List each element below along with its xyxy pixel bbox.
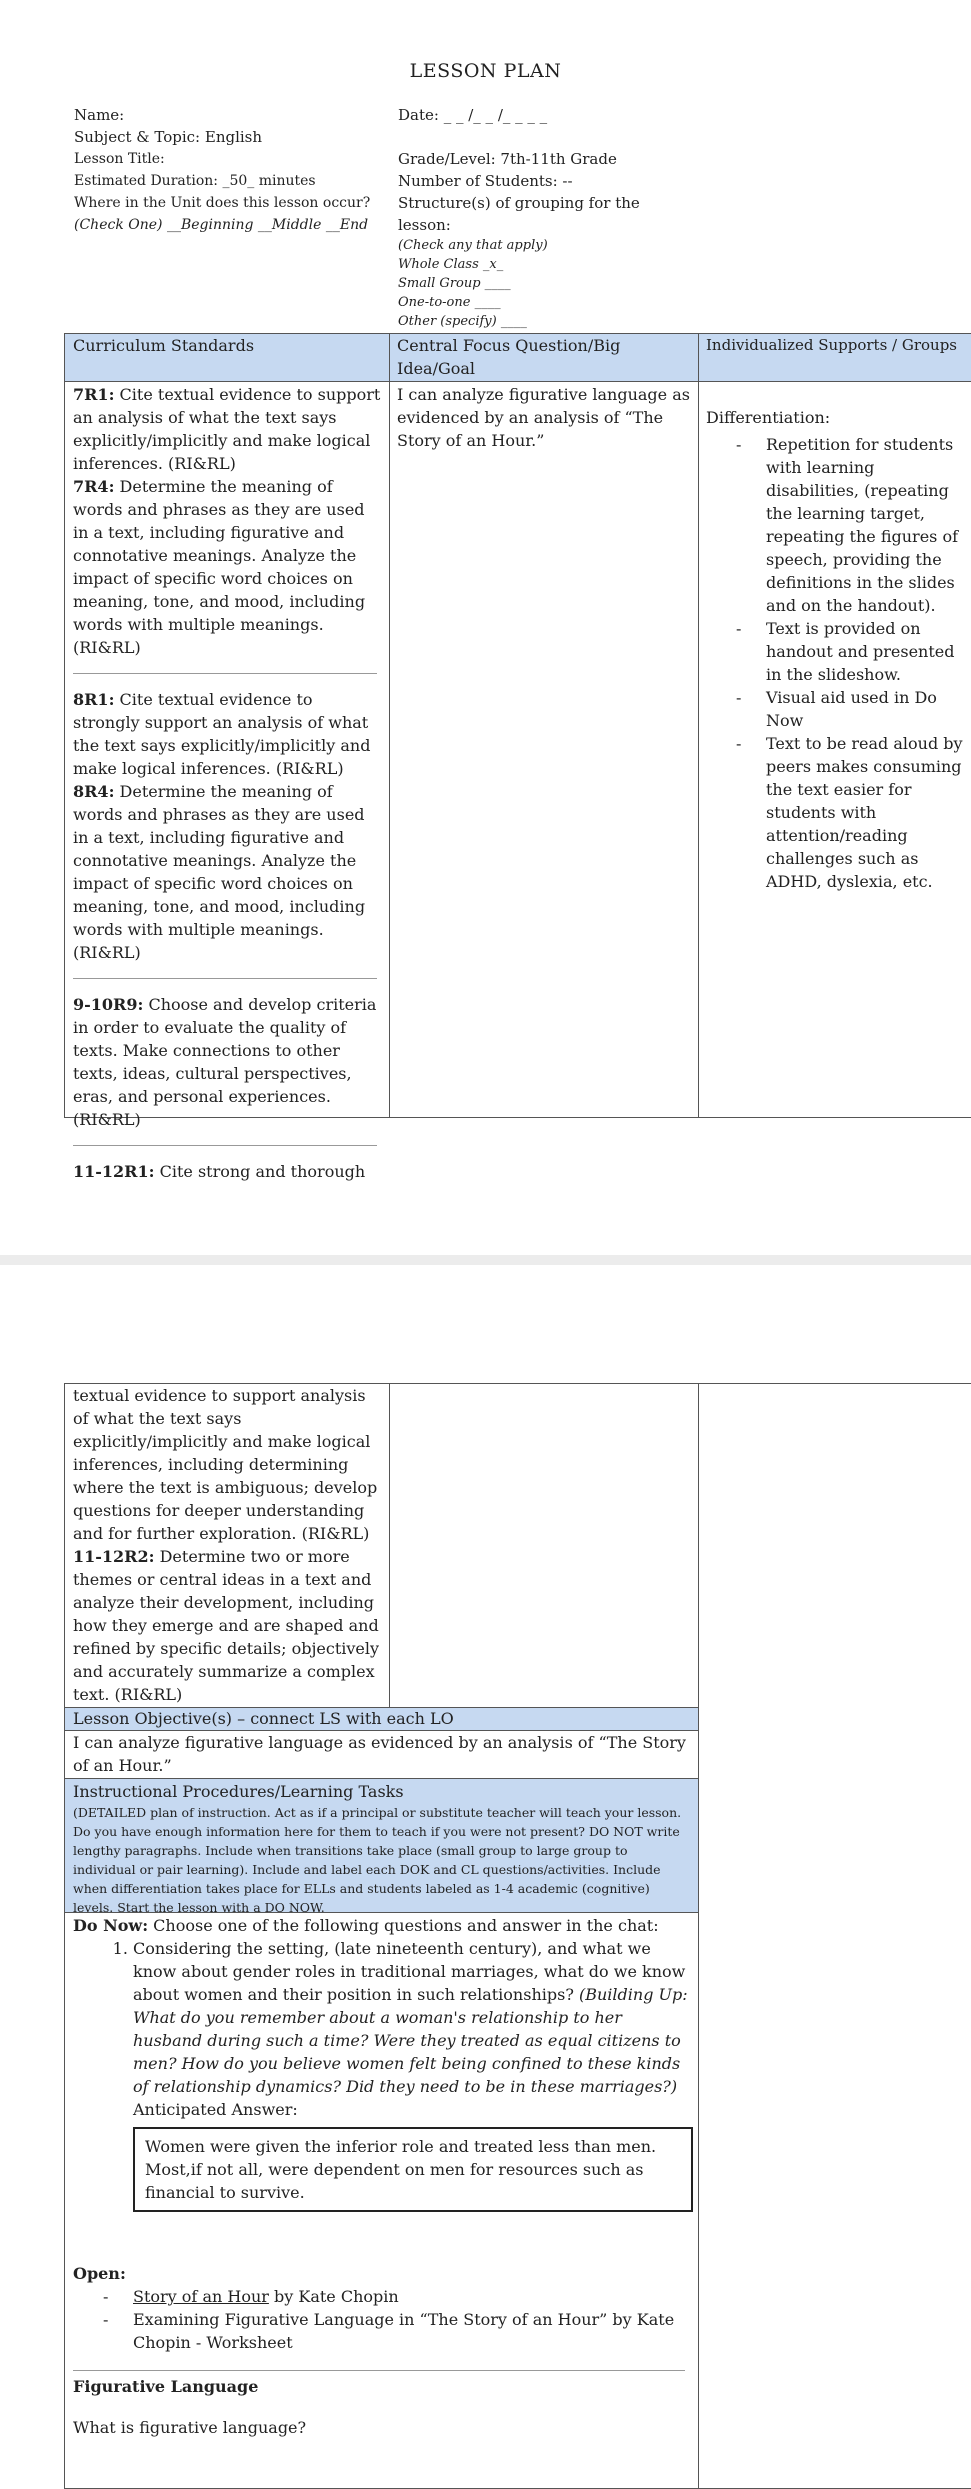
standards-table [64,333,971,1181]
central-focus-text: I can analyze figurative language as evidenced by an analysis of “The Story of an Hour.” [397,385,690,450]
procedures-instructions: (DETAILED plan of instruction. Act as if a principal or substitute teacher will teach your lesson. Do you have enough information here for them to teach if you were not present? DO NOT write lengthy paragraphs. Include when transitions take place (small group to large group to individual or pair learning). Include and label each DOK and CL questions/activities. Include when differentiation takes place for ELLs and students labeled as 1-4 academic (cognitive) levels. Start the lesson with a DO NOW. [73,1805,682,1915]
page-gap [0,1255,971,1265]
procedures-header-cell [73,1780,693,1917]
other-option: Other (specify) ____ [398,314,527,329]
lesson-title-field: Lesson Title: [74,151,165,167]
subject-field: Subject & Topic: English [74,128,263,146]
open-label: Open: [73,2264,126,2283]
unit-question: Where in the Unit does this lesson occur? [74,195,371,211]
unit-options: (Check One) __Beginning __Middle __End [74,217,369,233]
header-left [74,104,370,236]
list-item: 1. Considering the setting, (late nineteenth century), and what we know about gender roles in traditional marriages, what do we know about women and their position in such relationships? (Building Up: What do you remember about a woman's relationship to her husband during such a time? Were they treated as equal citizens to men? How do you believe women felt being confined to these kinds of relationship dynamics? Did they need to be in these marriages?) [133,1937,693,2098]
date-field: Date: _ _ /_ _ /_ _ _ _ [398,106,548,124]
divider [73,1145,377,1146]
divider [73,2370,685,2371]
document-title: LESSON PLAN [409,60,562,82]
objective-text: I can analyze figurative language as evidenced by an analysis of “The Story of an Hour.” [73,1733,686,1775]
duration-field: Estimated Duration: _50_ minutes [74,173,316,189]
standard-8r4: 8R4: Determine the meaning of words and phrases as they are used in a text, including figurative and connotative meanings. Analyze the impact of specific word choices on meaning, tone, and mood, including words with multiple meanings. (RI&RL) [73,782,366,962]
figurative-question: What is figurative language? [73,2418,307,2437]
standard-8r1: 8R1: Cite textual evidence to strongly support an analysis of what the text says explicitly/implicitly and make logical inferences. (RI&RL) [73,690,371,778]
grouping-note: (Check any that apply) [398,238,548,253]
divider [73,978,377,979]
grouping-label: Structure(s) of grouping for the [398,194,640,212]
standard-1112r1-cont: textual evidence to support analysis of what the text says explicitly/implicitly and make logical inferences, including determining where the text is ambiguous; develop questions for deeper understanding and for further exploration. (RI&RL) [73,1386,378,1543]
standard-7r4: 7R4: Determine the meaning of words and phrases as they are used in a text, including figurative and connotative meanings. Analyze the impact of specific word choices on meaning, tone, and mood, including words with multiple meanings. (RI&RL) [73,477,366,657]
figurative-heading: Figurative Language [73,2377,259,2396]
list-item: - Examining Figurative Language in “The Story of an Hour” by Kate Chopin - Worksheet [103,2308,693,2354]
list-item: - Story of an Hour by Kate Chopin [103,2285,693,2308]
do-now-questions [73,1937,693,2098]
standard-1112r1-start: 11-12R1: Cite strong and thorough [73,1162,366,1181]
list-item: - Repetition for students with learning disabilities, (repeating the learning target, repeating the figures of speech, providing the definitions in the slides and on the handout). [736,433,968,617]
small-group-option: Small Group ____ [398,276,511,291]
one-to-one-option: One-to-one ____ [398,295,501,310]
list-item: - Text to be read aloud by peers makes consuming the text easier for students with attention/reading challenges such as ADHD, dyslexia, etc. [736,732,968,893]
divider [73,673,377,674]
story-link[interactable]: Story of an Hour [133,2287,269,2306]
supports-cell [706,406,968,893]
col-header-supports: Individualized Supports / Groups [706,336,958,354]
objective-header: Lesson Objective(s) – connect LS with each LO [73,1709,454,1728]
standard-910r9: 9-10R9: Choose and develop criteria in order to evaluate the quality of texts. Make connections to other texts, ideas, cultural perspectives, eras, and personal experiences. (RI&RL) [73,995,377,1129]
do-now: Do Now: Choose one of the following questions and answer in the chat: [73,1916,659,1935]
procedures-header: Instructional Procedures/Learning Tasks [73,1782,404,1801]
differentiation-list [706,433,968,893]
list-item: - Visual aid used in Do Now [736,686,968,732]
standard-7r1: 7R1: Cite textual evidence to support an analysis of what the text says explicitly/implicitly and make logical inferences. (RI&RL) [73,385,381,473]
students-field: Number of Students: -- [398,172,573,190]
standards-continued [73,1384,383,1706]
anticipated-answer-box: Women were given the inferior role and treated less than men. Most,if not all, were dependent on men for resources such as financial to survive. [133,2127,693,2212]
standard-1112r2: 11-12R2: Determine two or more themes or central ideas in a text and analyze their development, including how they emerge and are shaped and refined by specific details; objectively and accurately summarize a complex text. (RI&RL) [73,1547,380,1704]
procedures-body [73,1914,693,2439]
page-2 [0,1265,971,2489]
open-list [73,2285,693,2354]
standards-list [73,383,383,1183]
whole-class-option: Whole Class _x_ [398,257,504,272]
anticipated-label: Anticipated Answer: [133,2100,298,2119]
col-header-standards: Curriculum Standards [73,336,255,355]
name-field: Name: [74,106,125,124]
continued-table [64,1383,971,2489]
anticipated-answer-block [73,2098,693,2212]
list-item: - Text is provided on handout and presented in the slideshow. [736,617,968,686]
header-right [398,104,640,331]
col-header-focus: Central Focus Question/Big Idea/Goal [397,336,621,378]
differentiation-heading: Differentiation: [706,408,831,427]
grouping-label-cont: lesson: [398,216,451,234]
grade-field: Grade/Level: 7th-11th Grade [398,150,617,168]
